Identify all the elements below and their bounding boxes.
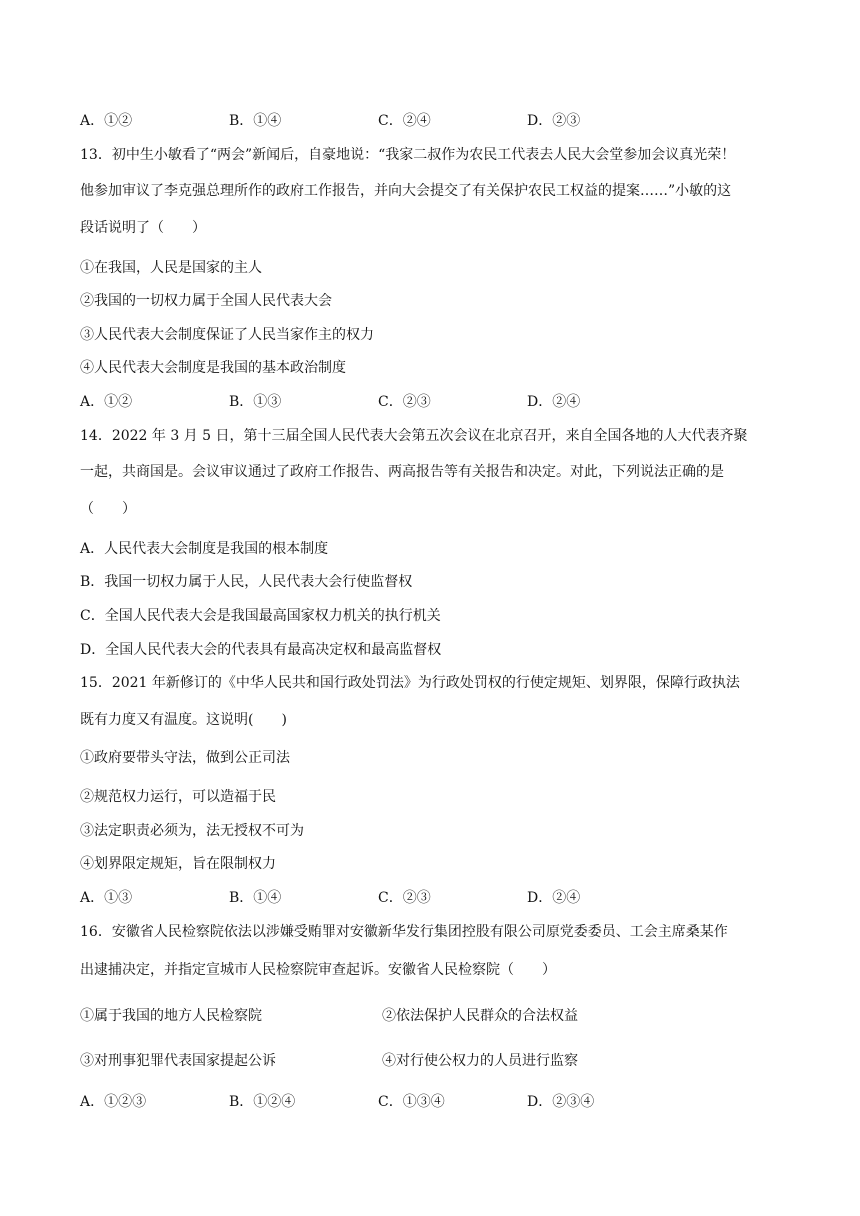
q16-statements-row-2	[80, 1051, 780, 1071]
q15-option-a: A．①③	[80, 890, 133, 906]
q16-option-b: B．①②④	[229, 1094, 296, 1110]
q16-stem-line-1: 16．安徽省人民检察院依法以涉嫌受贿罪对安徽新华发行集团控股有限公司原党委委员、工会主席桑某作	[80, 924, 728, 940]
q16-statement-3: ③对刑事犯罪代表国家提起公诉	[80, 1053, 276, 1069]
q13-statement-1: ①在我国，人民是国家的主人	[80, 260, 262, 276]
q15-statement-1: ①政府要带头守法，做到公正司法	[80, 750, 290, 766]
q12-option-c: C．②④	[378, 113, 431, 129]
q13-option-c: C．②③	[378, 394, 431, 410]
q15-options	[80, 888, 700, 908]
q13-stem-line-1: 13．初中生小敏看了“两会”新闻后，自豪地说：“我家二叔作为农民工代表去人民大会堂参加会议真光荣！	[80, 147, 736, 163]
q15-statement-3: ③法定职责必须为，法无授权不可为	[80, 823, 304, 839]
q13-option-a: A．①②	[80, 394, 133, 410]
q12-option-a: A．①②	[80, 113, 133, 129]
q15-option-d: D．②④	[527, 890, 581, 906]
q15-statement-2: ②规范权力运行，可以造福于民	[80, 789, 276, 805]
q14-choice-c: C．全国人民代表大会是我国最高国家权力机关的执行机关	[80, 608, 441, 624]
q14-stem-line-2: 一起，共商国是。会议审议通过了政府工作报告、两高报告等有关报告和决定。对此，下列说法正确的是	[80, 464, 724, 480]
q13-stem-line-2: 他参加审议了李克强总理所作的政府工作报告，并向大会提交了有关保护农民工权益的提案……”小敏的这	[80, 183, 732, 199]
q12-options	[80, 111, 700, 131]
q16-statement-1: ①属于我国的地方人民检察院	[80, 1008, 262, 1024]
q16-statement-4: ④对行使公权力的人员进行监察	[382, 1053, 578, 1069]
q16-option-a: A．①②③	[80, 1094, 147, 1110]
q16-option-d: D．②③④	[527, 1094, 595, 1110]
q15-stem-line-2: 既有力度又有温度。这说明( )	[80, 712, 287, 728]
q14-choice-a: A．人民代表大会制度是我国的根本制度	[80, 541, 329, 557]
q14-stem-line-1: 14．2022 年 3 月 5 日，第十三届全国人民代表大会第五次会议在北京召开，来自全国各地的人大代表齐聚	[80, 428, 748, 444]
q13-statement-2: ②我国的一切权力属于全国人民代表大会	[80, 293, 332, 309]
q13-options	[80, 392, 700, 412]
q15-option-b: B．①④	[229, 890, 282, 906]
q12-option-d: D．②③	[527, 113, 581, 129]
q12-option-b: B．①④	[229, 113, 282, 129]
q15-option-c: C．②③	[378, 890, 431, 906]
q16-options	[80, 1092, 700, 1112]
q15-statement-4: ④划界限定规矩，旨在限制权力	[80, 856, 276, 872]
q14-stem-line-3: （ ）	[80, 501, 136, 517]
q16-option-c: C．①③④	[378, 1094, 445, 1110]
q13-statement-4: ④人民代表大会制度是我国的基本政治制度	[80, 360, 346, 376]
q13-stem-line-3: 段话说明了（ ）	[80, 220, 206, 236]
q14-choice-b: B．我国一切权力属于人民，人民代表大会行使监督权	[80, 574, 413, 590]
q13-option-d: D．②④	[527, 394, 581, 410]
q14-choice-d: D．全国人民代表大会的代表具有最高决定权和最高监督权	[80, 642, 442, 658]
q13-statement-3: ③人民代表大会制度保证了人民当家作主的权力	[80, 327, 374, 343]
q16-stem-line-2: 出逮捕决定，并指定宣城市人民检察院审查起诉。安徽省人民检察院（ ）	[80, 962, 556, 978]
q16-statement-2: ②依法保护人民群众的合法权益	[382, 1008, 578, 1024]
q16-statements-row-1	[80, 1006, 780, 1026]
q13-option-b: B．①③	[229, 394, 282, 410]
q15-stem-line-1: 15．2021 年新修订的《中华人民共和国行政处罚法》为行政处罚权的行使定规矩、划界限，保障行政执法	[80, 675, 740, 691]
